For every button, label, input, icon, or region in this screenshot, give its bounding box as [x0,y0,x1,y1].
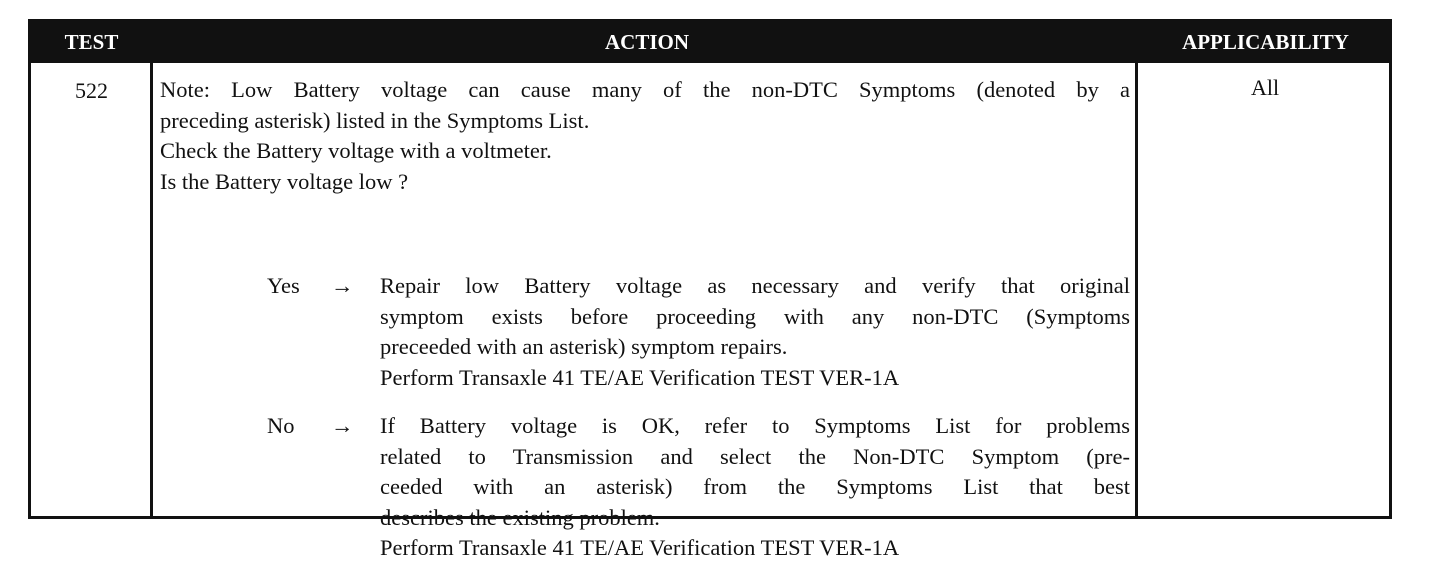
yes-text [380,271,1130,393]
test-number: 522 [75,78,108,103]
header-test: TEST [64,30,119,54]
no-line: If Battery voltage is OK, refer to Symptoms List for problems [380,413,1130,438]
no-label: No [267,413,295,438]
yes-line: Repair low Battery voltage as necessary and verify that original [380,273,1130,298]
no-line: describes the existing problem. [380,504,660,530]
arrow-right-icon: → [331,413,354,438]
action-question: Is the Battery voltage low ? [160,168,409,194]
action-cell [160,75,1130,560]
yes-line: preceeded with an asterisk) symptom repairs. [380,334,788,359]
column-divider [1135,63,1138,516]
applicability-value: All [1250,75,1280,100]
action-note-line: preceding asterisk) listed in the Symptoms List. [160,107,590,133]
table-header [31,22,1389,63]
column-divider [150,63,153,516]
arrow-right-icon: → [331,273,354,298]
header-action: ACTION [604,30,689,54]
action-note-line: Note: Low Battery voltage can cause many of the non-DTC Symptoms (denoted by a [160,77,1130,102]
no-line: ceeded with an asterisk) from the Symptoms List that best [380,474,1130,499]
yes-line: Perform Transaxle 41 TE/AE Verification TEST VER-1A [380,364,900,390]
no-line: related to Transmission and select the Non-DTC Symptom (pre- [380,443,1130,469]
action-note-line: Check the Battery voltage with a voltmeter. [160,138,552,163]
yes-line: symptom exists before proceeding with any non-DTC (Symptoms [380,303,1130,329]
table-row [31,63,1389,560]
no-text [380,411,1130,564]
yes-label: Yes [267,273,300,298]
header-applicability: APPLICABILITY [1182,30,1349,54]
diagnostic-table [28,19,1392,560]
no-line: Perform Transaxle 41 TE/AE Verification TEST VER-1A [380,535,900,560]
